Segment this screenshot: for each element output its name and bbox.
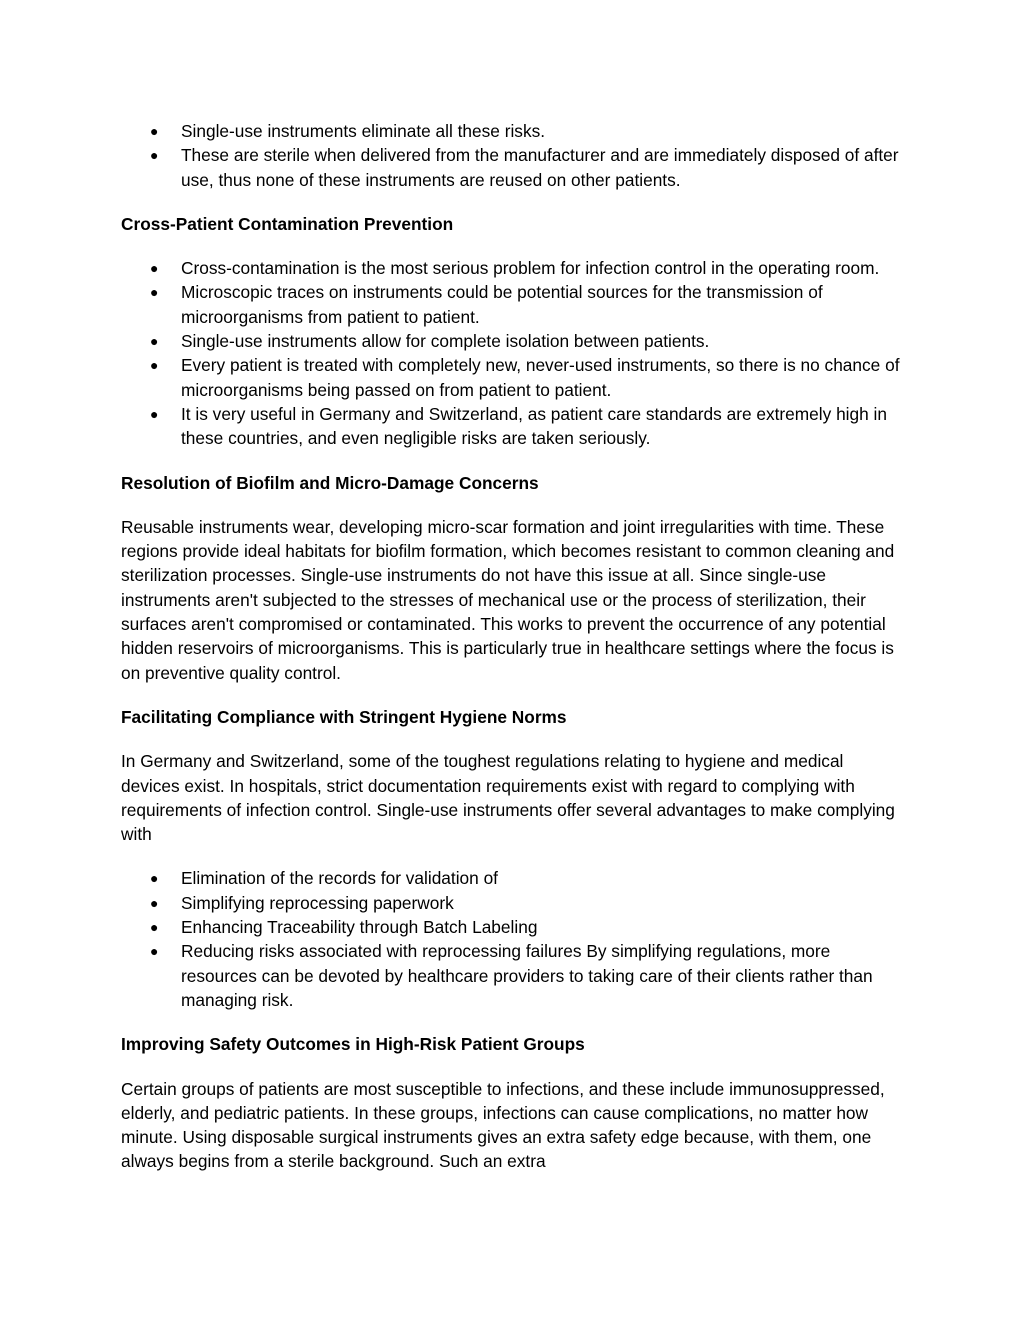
list-item [121,402,906,451]
section-heading-biofilm: Resolution of Biofilm and Micro-Damage Concerns [121,472,539,493]
list-item [121,119,906,143]
list-item-text: Elimination of the records for validation of [181,868,498,889]
bullet-icon: ● [150,357,159,374]
cross-patient-bullet-list [121,256,906,450]
list-item-text: Cross-contamination is the most serious problem for infection control in the operating room. [181,258,880,279]
list-item-text: Reducing risks associated with reprocessing failures By simplifying regulations, more resources can be devoted by healthcare providers to taking care of their clients rather than managing risk. [181,941,873,1010]
list-item [121,939,906,1012]
list-item [121,280,906,329]
compliance-bullet-list [121,866,906,1012]
bullet-icon: ● [150,405,159,422]
list-item-text: Simplifying reprocessing paperwork [181,892,454,913]
list-item [121,866,906,890]
bullet-icon: ● [150,333,159,350]
list-item-text: These are sterile when delivered from the manufacturer and are immediately disposed of after use, thus none of these instruments are reused on other patients. [181,145,899,190]
compliance-paragraph: In Germany and Switzerland, some of the toughest regulations relating to hygiene and medical devices exist. In hospitals, strict documentation requirements exist with regard to complying with requirements of infection control. Single-use instruments offer several advantages to make complying with [121,751,895,845]
list-item [121,353,906,402]
list-item-text: It is very useful in Germany and Switzerland, as patient care standards are extremely high in these countries, and even negligible risks are taken seriously. [181,403,887,449]
bullet-icon: ● [150,260,159,277]
list-item-text: Enhancing Traceability through Batch Labeling [181,917,538,938]
list-item [121,891,906,915]
list-item-text: Single-use instruments allow for complete isolation between patients. [181,331,710,352]
list-item-text: Microscopic traces on instruments could be potential sources for the transmission of microorganisms from patient to patient. [181,282,823,327]
list-item [121,143,906,192]
list-item-text: Every patient is treated with completely new, never-used instruments, so there is no chance of microorganisms being passed on from patient to patient. [181,355,900,400]
list-item [121,256,906,280]
section-heading-cross-patient: Cross-Patient Contamination Prevention [121,213,454,234]
intro-bullet-list [121,119,906,192]
bullet-icon: ● [150,147,159,164]
list-item [121,329,906,353]
bullet-icon: ● [150,870,159,887]
bullet-icon: ● [150,943,159,960]
bullet-icon: ● [150,284,159,301]
list-item-text: Single-use instruments eliminate all these risks. [181,121,546,141]
bullet-icon: ● [150,919,159,936]
high-risk-paragraph: Certain groups of patients are most susceptible to infections, and these include immunosuppressed, elderly, and pediatric patients. In these groups, infections can cause complications, no matter how minute. Using disposable surgical instruments gives an extra safety edge because, with them, one always begins from a sterile background. Such an extra [121,1078,885,1172]
section-heading-compliance: Facilitating Compliance with Stringent Hygiene Norms [121,706,567,727]
section-heading-high-risk: Improving Safety Outcomes in High-Risk Patient Groups [121,1034,585,1055]
list-item [121,915,906,939]
bullet-icon: ● [150,894,159,911]
bullet-icon: ● [150,123,159,139]
biofilm-paragraph: Reusable instruments wear, developing micro-scar formation and joint irregularities with time. These regions provide ideal habitats for biofilm formation, which becomes resistant to common cleaning and sterilization processes. Single-use instruments do not have this issue at all. Since single-use instruments aren't subjected to the stresses of mechanical use or the process of sterilization, their surfaces aren't compromised or contaminated. This works to prevent the occurrence of any potential hidden reservoirs of microorganisms. This is particularly true in healthcare settings where the focus is on preventive quality control. [121,516,895,683]
